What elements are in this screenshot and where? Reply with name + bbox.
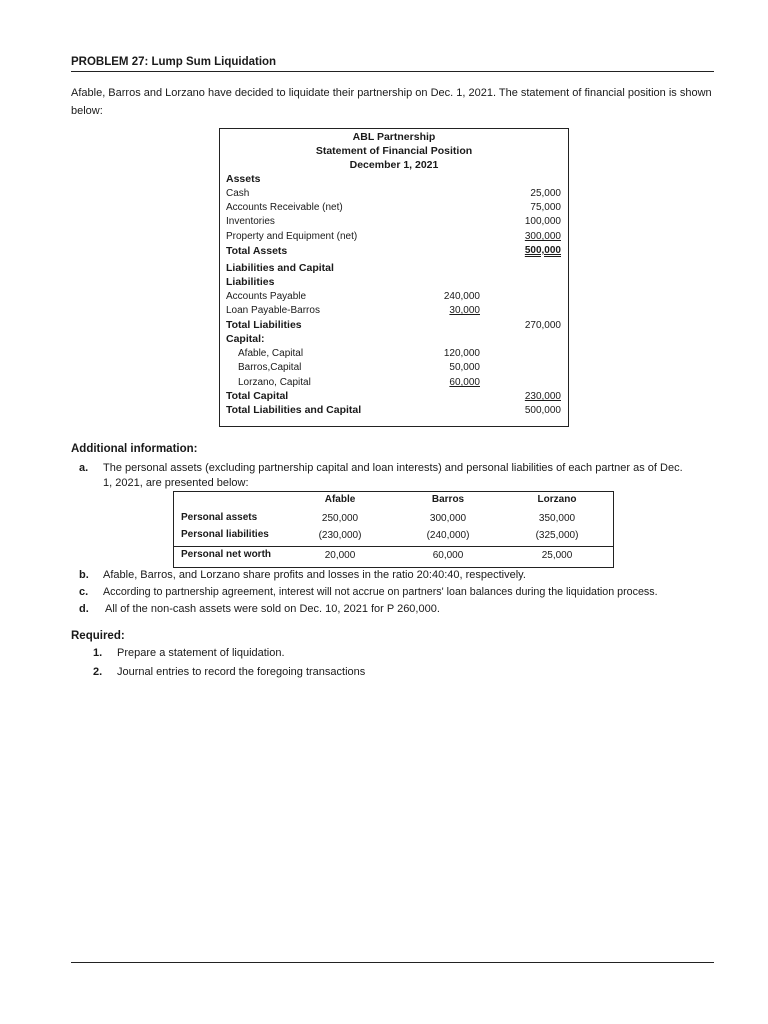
capital-label: Afable, Capital (238, 348, 304, 359)
asset-amount: 25,000 (530, 188, 561, 199)
capital-amount: 50,000 (449, 362, 480, 373)
title-rule (71, 56, 714, 72)
capital-amount: 60,000 (449, 377, 480, 388)
item-marker: a. (79, 462, 89, 474)
table-divider (174, 546, 613, 547)
item-marker: b. (79, 569, 89, 581)
assets-heading: Assets (226, 173, 261, 185)
total-liabilities-label: Total Liabilities (226, 319, 302, 331)
item-marker: d. (79, 603, 89, 615)
liability-amount: 240,000 (443, 291, 480, 302)
item-text: Journal entries to record the foregoing transactions (117, 666, 366, 678)
item-text: All of the non-cash assets were sold on Dec. 10, 2021 for P 260,000. (105, 603, 440, 615)
additional-info-heading: Additional information: (71, 443, 198, 455)
footer-rule (71, 962, 714, 963)
table-cell: 60,000 (432, 550, 464, 561)
table-cell: 350,000 (538, 513, 576, 524)
row-label: Personal assets (181, 512, 258, 523)
required-item-1 (93, 646, 693, 661)
table-cell: 300,000 (429, 513, 467, 524)
total-assets-label: Total Assets (226, 245, 288, 257)
statement-subtitle: Statement of Financial Position (315, 145, 473, 157)
item-marker: 1. (93, 647, 103, 659)
statement-of-financial-position (219, 128, 569, 427)
required-item-2 (93, 665, 693, 680)
row-label: Personal net worth (181, 549, 272, 560)
total-liab-cap-label: Total Liabilities and Capital (226, 404, 362, 416)
liability-amount: 30,000 (449, 305, 480, 316)
asset-label: Accounts Receivable (net) (226, 202, 343, 213)
asset-label: Inventories (226, 216, 275, 227)
table-cell: 250,000 (321, 513, 359, 524)
row-label: Personal liabilities (181, 529, 269, 540)
asset-amount: 100,000 (524, 216, 561, 227)
info-item-d (79, 602, 715, 617)
capital-label: Lorzano, Capital (238, 377, 311, 388)
column-header: Barros (431, 494, 465, 505)
statement-date: December 1, 2021 (349, 159, 439, 171)
info-item-c (79, 585, 715, 600)
liabilities-heading: Liabilities (226, 276, 275, 288)
info-item-a (79, 461, 715, 491)
table-cell: 20,000 (324, 550, 356, 561)
total-liabilities-amount: 270,000 (524, 320, 561, 331)
asset-label: Cash (226, 188, 250, 199)
item-text: 1, 2021, are presented below: (103, 477, 249, 489)
total-assets-amount: 500,000 (524, 245, 561, 256)
item-text: Afable, Barros, and Lorzano share profits and losses in the ratio 20:40:40, respectively. (103, 569, 526, 581)
item-text: According to partnership agreement, interest will not accrue on partners' loan balances during the liquidation process. (103, 586, 658, 598)
liability-label: Loan Payable-Barros (226, 305, 320, 316)
column-header: Afable (324, 494, 356, 505)
capital-label: Barros,Capital (238, 362, 302, 373)
item-marker: 2. (93, 666, 103, 678)
capital-amount: 120,000 (443, 348, 480, 359)
liability-label: Accounts Payable (226, 291, 307, 302)
statement-name: ABL Partnership (352, 131, 436, 143)
info-item-b (79, 568, 715, 583)
item-marker: c. (79, 586, 89, 598)
asset-amount: 300,000 (524, 231, 561, 242)
table-cell: (325,000) (535, 530, 579, 541)
table-cell: 25,000 (541, 550, 573, 561)
item-text: The personal assets (excluding partnership capital and loan interests) and personal liabilities of each partner as of Dec. (103, 462, 683, 474)
asset-label: Property and Equipment (net) (226, 231, 358, 242)
asset-amount: 75,000 (530, 202, 561, 213)
capital-heading: Capital: (226, 333, 265, 345)
item-text: Prepare a statement of liquidation. (117, 647, 285, 659)
column-header: Lorzano (537, 494, 577, 505)
table-cell: (230,000) (318, 530, 362, 541)
problem-title: PROBLEM 27: Lump Sum Liquidation (71, 56, 277, 68)
required-heading: Required: (71, 630, 125, 642)
table-cell: (240,000) (426, 530, 470, 541)
liabilities-capital-heading: Liabilities and Capital (226, 262, 334, 274)
intro-paragraph: Afable, Barros and Lorzano have decided to liquidate their partnership on Dec. 1, 2021. The statement of financial position is shown below: (71, 87, 712, 117)
total-liab-cap-amount: 500,000 (524, 405, 561, 416)
total-capital-amount: 230,000 (524, 391, 561, 402)
personal-assets-table (173, 491, 614, 568)
total-capital-label: Total Capital (226, 390, 289, 402)
